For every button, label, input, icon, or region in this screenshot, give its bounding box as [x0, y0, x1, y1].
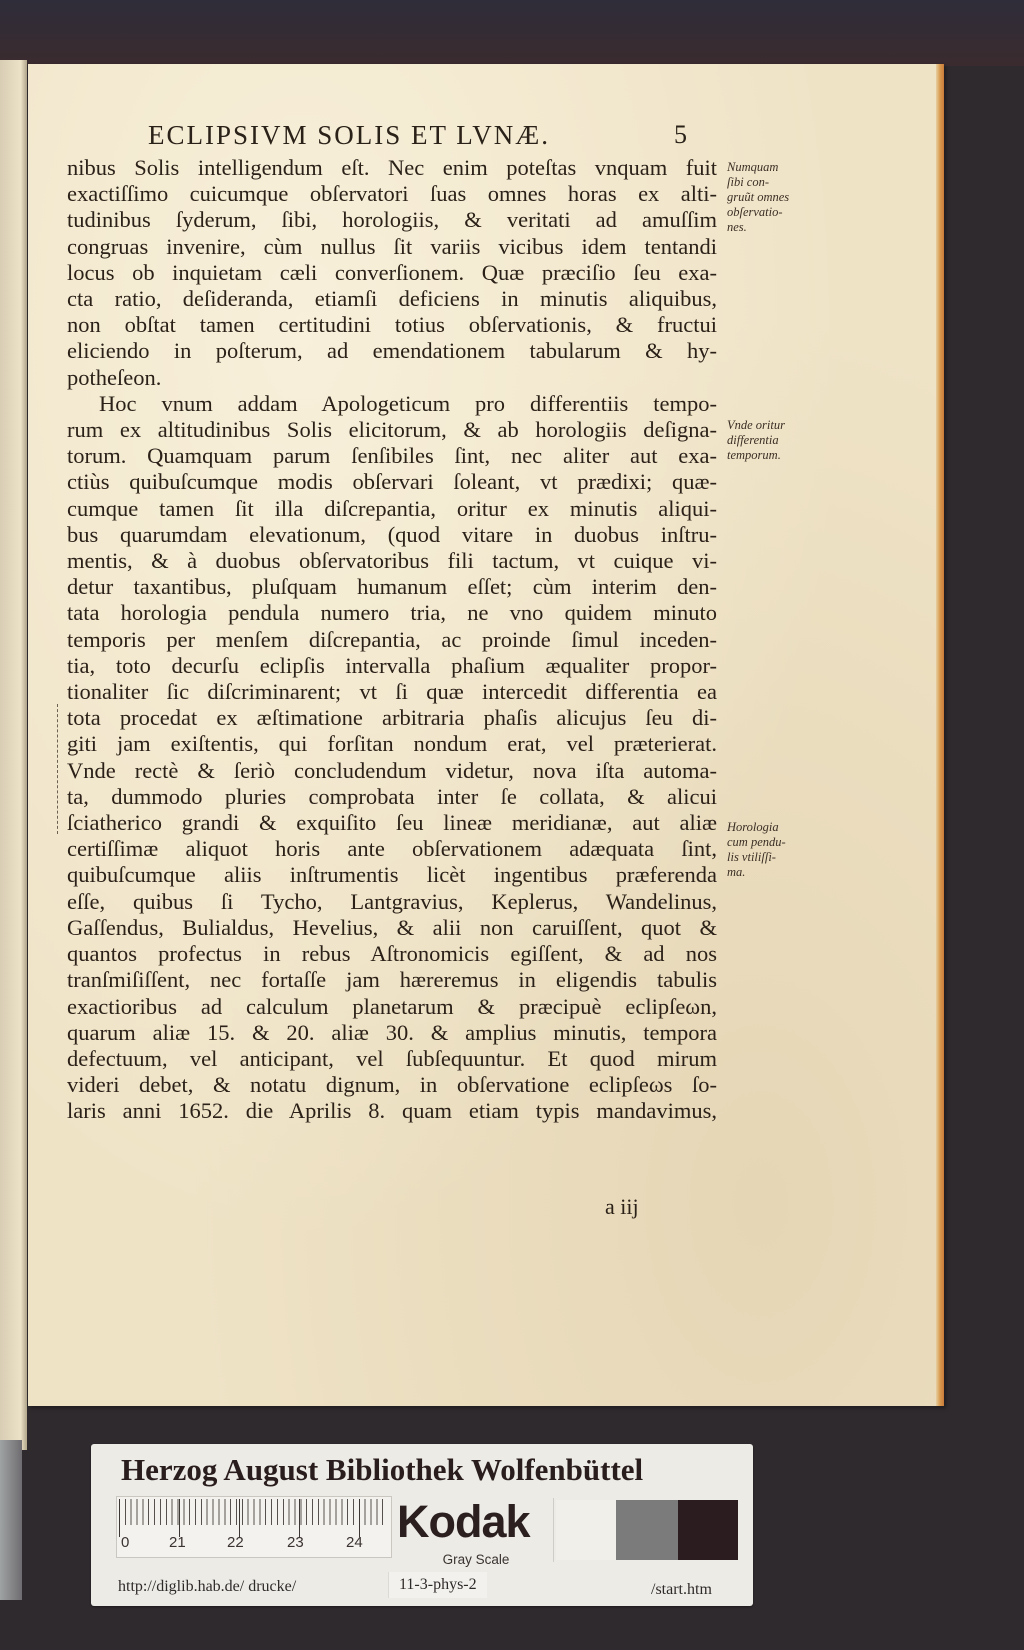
text-line: giti jam exiſtentis, qui forſitan nondum erat, vel præterierat. [67, 731, 717, 757]
text-line: temporis per menſem diſcrepantia, ac proinde ſimul inceden- [67, 626, 717, 652]
measurement-ruler [116, 1496, 392, 1558]
text-line: tudinibus ſyderum, ſibi, horologiis, & veritati ad amuſſim [67, 207, 717, 233]
swatch-black [678, 1500, 738, 1560]
scanner-sliver [0, 1440, 22, 1600]
text-line: tia, toto decurſu eclipſis intervalla phaſium æqualiter propor- [67, 652, 717, 678]
marginal-line: Horologia [727, 820, 779, 834]
ruler-labels [121, 1534, 389, 1554]
swatch-gray [616, 1500, 678, 1560]
text-line: ta, dummodo pluries comprobata inter ſe collata, & alicui [67, 783, 717, 809]
gray-scale-caption: Gray Scale [442, 1552, 510, 1567]
signature-mark: a iij [605, 1194, 639, 1219]
marginal-line: ma. [727, 865, 746, 879]
url-prefix: http://diglib.hab.de/ drucke/ [118, 1578, 297, 1595]
text-line: quibuſcumque aliis inſtrumentis licèt ingentibus præferenda [67, 862, 717, 888]
page-number: 5 [674, 120, 687, 149]
library-name: Herzog August Bibliothek Wolfenbüttel [121, 1452, 644, 1487]
text-line: cta ratio, deſideranda, etiamſi deficiens in minutis aliquibus, [67, 286, 717, 312]
ruler-label: 0 [121, 1534, 130, 1551]
gray-scale-swatches [553, 1498, 742, 1562]
text-line: tranſmiſiſſent, nec fortaſſe jam hæreremus in eligendis tabulis [67, 967, 717, 993]
text-line: tata horologia pendula numero tria, ne vno quidem minuto [67, 600, 717, 626]
kodak-logo: Kodak [397, 1496, 530, 1547]
text-line: tota procedat ex æſtimatione arbitraria phaſis alicujus ſeu di- [67, 705, 717, 731]
marginal-line: cum pendu- [727, 835, 786, 849]
text-line: exactioribus ad calculum planetarum & præcipuè eclipſeωn, [67, 993, 717, 1019]
text-line: tionaliter ſic diſcriminarent; vt ſi quæ intercedit differentia ea [67, 679, 717, 705]
ruler-major-tick [239, 1499, 240, 1537]
text-line: mentis, & à duobus obſervatoribus fili tactum, vt cuique vi- [67, 548, 717, 574]
text-line: Hoc vnum addam Apologeticum pro differentiis tempo- [99, 390, 717, 416]
marginal-note [727, 820, 827, 880]
marginal-line: gruũt omnes [727, 190, 790, 204]
text-line: detur taxantibus, pluſquam humanum eſſet; cùm interim den- [67, 574, 717, 600]
binding-stitch-line [57, 704, 59, 834]
text-line: cumque tamen ſit illa diſcrepantia, oritur ex minutis aliqui- [67, 495, 717, 521]
facing-page-edge [0, 60, 27, 1450]
marginal-line: obſervatio- [727, 205, 783, 219]
running-head: ECLIPSIVM SOLIS ET LVNÆ. [148, 120, 551, 150]
marginal-line: nes. [727, 220, 747, 234]
page-gilt-edge [936, 64, 944, 1406]
text-line: videri debet, & notatu dignum, in obſervatione eclipſeωs ſo- [67, 1072, 717, 1098]
text-line: non obſtat tamen certitudini totius obſervationis, & fructui [67, 312, 717, 338]
text-line: certiſſimæ aliquot horis ante obſervationem adæquata ſint, [67, 836, 717, 862]
text-line: congruas invenire, cùm nullus ſit variis vicibus idem tentandi [67, 233, 717, 259]
text-line: Gaſſendus, Bulialdus, Hevelius, & alii non caruiſſent, quot & [67, 914, 717, 940]
text-line: laris anni 1652. die Aprilis 8. quam etiam typis mandavimus, [67, 1098, 717, 1124]
text-line: exactiſſimo cuicumque obſervatori ſuas omnes horas ex alti- [67, 181, 717, 207]
text-line: quantos profectus in rebus Aſtronomicis egiſſent, & ad nos [67, 941, 717, 967]
marginal-line: lis vtiliſſi- [727, 850, 776, 864]
ruler-major-tick [119, 1499, 120, 1537]
marginal-line: temporum. [727, 448, 781, 462]
text-line: potheſeon. [67, 364, 162, 390]
url-suffix: /start.htm [651, 1581, 712, 1598]
marginal-line: differentia [727, 433, 779, 447]
scanner-backdrop [0, 0, 1024, 66]
ruler-major-tick [179, 1499, 180, 1537]
text-line: eliciendo in poſterum, ad emendationem tabularum & hy- [67, 338, 717, 364]
text-line: eſſe, quibus ſi Tycho, Lantgravius, Keplerus, Wandelinus, [67, 888, 717, 914]
body-text [67, 155, 717, 1125]
shelfmark: 11-3-phys-2 [388, 1572, 487, 1598]
ruler-label: 22 [227, 1534, 244, 1551]
marginal-note [727, 418, 827, 463]
marginal-line: Vnde oritur [727, 418, 785, 432]
text-line: torum. Quamquam parum ſenſibiles ſint, nec aliter aut exa- [67, 443, 717, 469]
library-target-card [91, 1444, 753, 1606]
text-line: ctiùs quibuſcumque modis obſervari ſoleant, vt prædixi; quæ- [67, 469, 717, 495]
ruler-major-tick [299, 1499, 300, 1537]
text-line: nibus Solis intelligendum eſt. Nec enim poteſtas vnquam fuit [67, 155, 717, 180]
text-line: ſciatherico grandi & exquiſito ſeu lineæ meridianæ, aut aliæ [67, 810, 717, 836]
text-line: bus quarumdam elevationum, (quod vitare in duobus inſtru- [67, 521, 717, 547]
text-line: defectuum, vel anticipant, vel ſubſequuntur. Et quod mirum [67, 1045, 717, 1071]
swatch-white [556, 1500, 616, 1560]
text-line: rum ex altitudinibus Solis elicitorum, & ab horologiis deſigna- [67, 417, 717, 443]
ruler-label: 24 [346, 1534, 363, 1551]
ruler-ticks [119, 1499, 387, 1525]
text-line: locus ob inquietam cæli converſionem. Quæ præciſio ſeu exa- [67, 259, 717, 285]
ruler-label: 21 [169, 1534, 186, 1551]
ruler-label: 23 [287, 1534, 304, 1551]
marginal-line: Numquam [727, 160, 779, 174]
text-line: quarum aliæ 15. & 20. aliæ 30. & amplius minutis, tempora [67, 1019, 717, 1045]
text-line: Vnde rectè & ſeriò concludendum videtur, nova iſta automa- [67, 757, 717, 783]
marginal-note [727, 160, 827, 235]
ruler-major-tick [359, 1499, 360, 1537]
marginal-line: ſibi con- [727, 175, 770, 189]
